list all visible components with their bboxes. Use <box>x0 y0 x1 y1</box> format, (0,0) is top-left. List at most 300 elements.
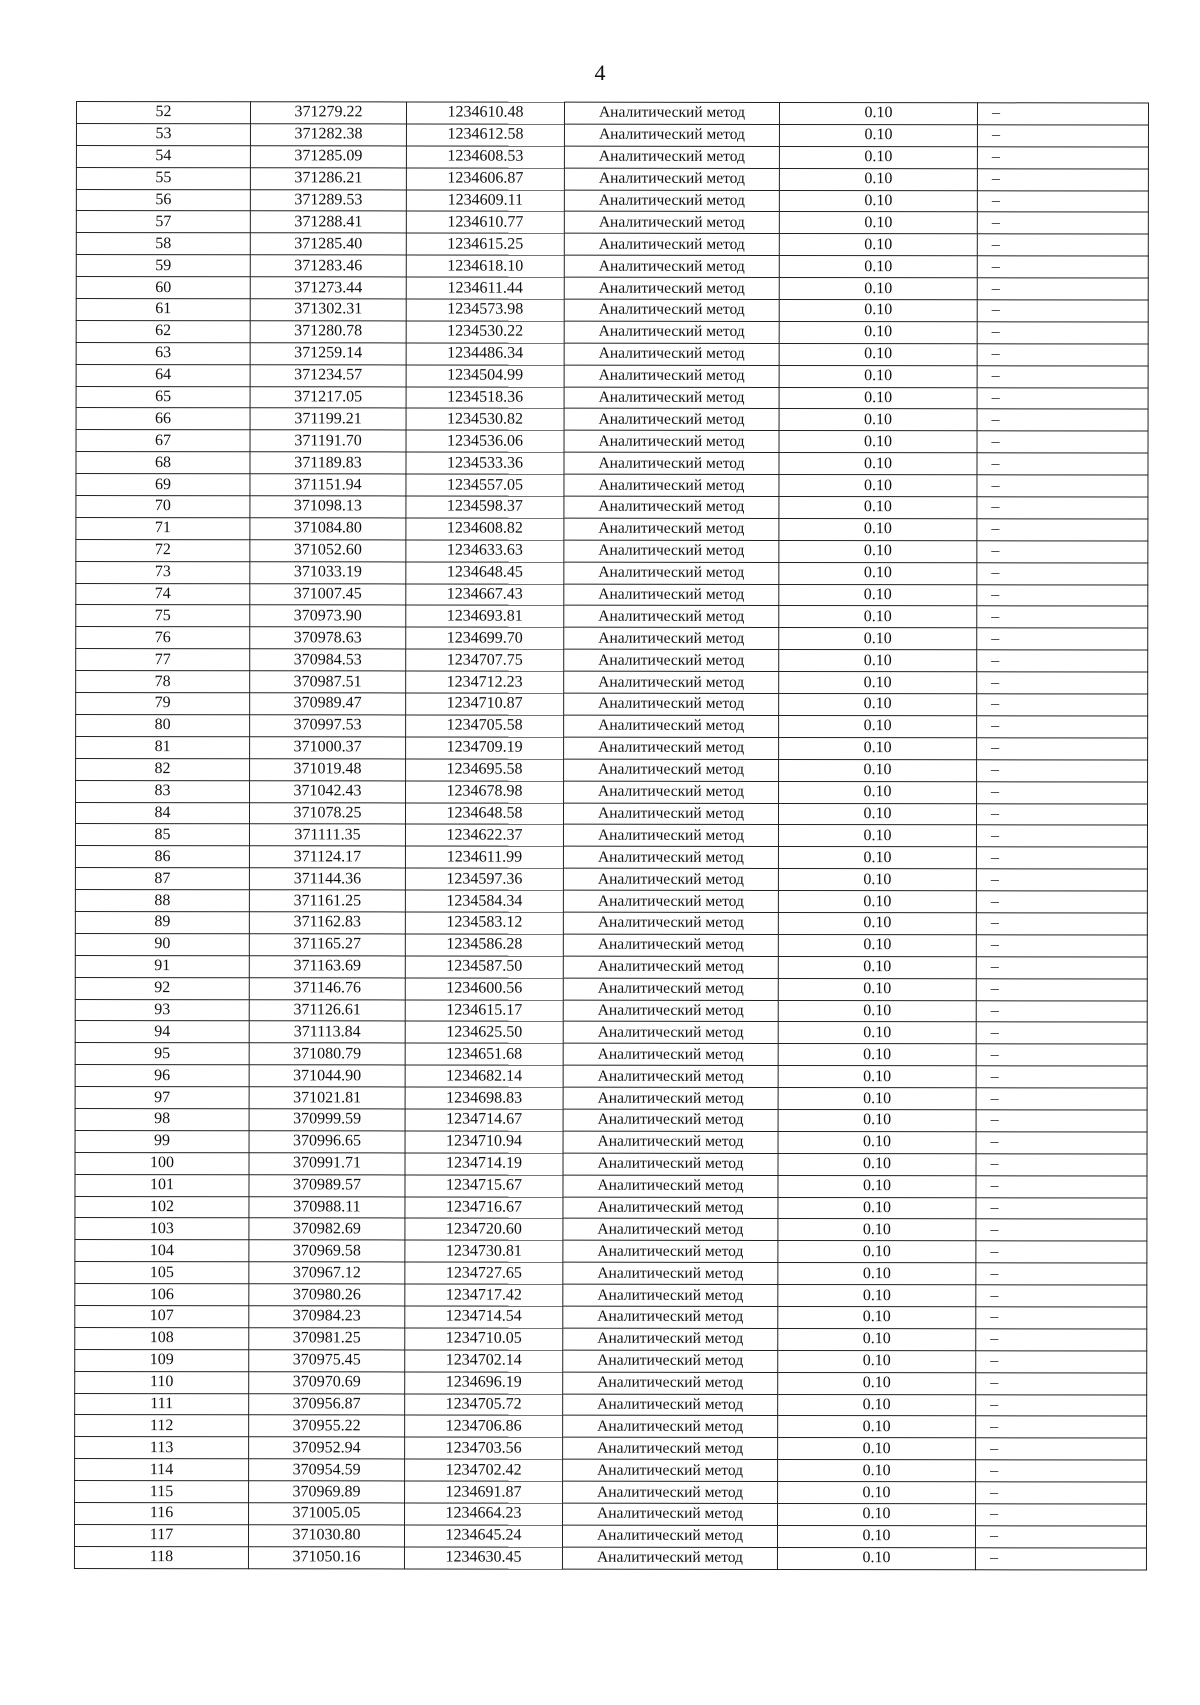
method-cell: Аналитический метод <box>564 387 779 409</box>
method-cell: Аналитический метод <box>563 1000 778 1022</box>
point-number-cell: 107 <box>75 1305 249 1327</box>
y-coordinate-cell: 1234706.86 <box>405 1415 563 1437</box>
x-coordinate-cell: 371289.53 <box>250 189 406 211</box>
point-number-cell: 58 <box>76 233 250 255</box>
accuracy-cell: 0.10 <box>778 1328 976 1350</box>
point-number-cell: 110 <box>75 1371 249 1393</box>
method-cell: Аналитический метод <box>564 190 779 212</box>
table-row <box>75 1108 1147 1131</box>
method-cell: Аналитический метод <box>564 693 779 715</box>
method-cell: Аналитический метод <box>563 1065 778 1087</box>
point-number-cell: 73 <box>76 561 250 583</box>
accuracy-cell: 0.10 <box>779 694 977 716</box>
x-coordinate-cell: 371217.05 <box>250 386 406 408</box>
accuracy-cell: 0.10 <box>777 1525 975 1547</box>
note-cell: – <box>976 1351 1147 1373</box>
point-number-cell: 94 <box>75 1021 249 1043</box>
x-coordinate-cell: 371279.22 <box>250 102 406 124</box>
x-coordinate-cell: 370981.25 <box>249 1328 405 1350</box>
table-row <box>76 583 1148 606</box>
point-number-cell: 115 <box>75 1481 249 1503</box>
point-number-cell: 96 <box>75 1065 249 1087</box>
accuracy-cell: 0.10 <box>779 299 977 321</box>
point-number-cell: 68 <box>76 452 250 474</box>
table-row <box>76 233 1148 256</box>
note-cell: – <box>977 650 1148 672</box>
accuracy-cell: 0.10 <box>779 781 977 803</box>
point-number-cell: 113 <box>75 1437 249 1459</box>
y-coordinate-cell: 1234664.23 <box>405 1503 563 1525</box>
accuracy-cell: 0.10 <box>778 825 976 847</box>
note-cell: – <box>976 1241 1147 1263</box>
method-cell: Аналитический метод <box>563 1394 778 1416</box>
method-cell: Аналитический метод <box>564 255 779 277</box>
accuracy-cell: 0.10 <box>778 1503 976 1525</box>
accuracy-cell: 0.10 <box>778 803 976 825</box>
y-coordinate-cell: 1234536.06 <box>406 430 564 452</box>
point-number-cell: 87 <box>75 868 249 890</box>
point-number-cell: 65 <box>76 386 250 408</box>
note-cell: – <box>977 694 1148 716</box>
note-cell: – <box>977 190 1148 212</box>
note-cell: – <box>976 1394 1147 1416</box>
table-row <box>76 299 1148 322</box>
table-row <box>76 102 1148 125</box>
x-coordinate-cell: 370955.22 <box>249 1415 405 1437</box>
method-cell: Аналитический метод <box>563 1350 778 1372</box>
note-cell: – <box>977 606 1148 628</box>
method-cell: Аналитический метод <box>564 496 779 518</box>
point-number-cell: 118 <box>74 1546 248 1568</box>
y-coordinate-cell: 1234633.63 <box>406 540 564 562</box>
method-cell: Аналитический метод <box>562 1547 777 1569</box>
point-number-cell: 117 <box>74 1524 248 1546</box>
x-coordinate-cell: 371030.80 <box>248 1525 404 1547</box>
note-cell: – <box>977 431 1148 453</box>
y-coordinate-cell: 1234598.37 <box>406 496 564 518</box>
method-cell: Аналитический метод <box>563 825 778 847</box>
table-row <box>75 1305 1147 1328</box>
accuracy-cell: 0.10 <box>779 672 977 694</box>
note-cell: – <box>976 1482 1147 1504</box>
accuracy-cell: 0.10 <box>778 1000 976 1022</box>
point-number-cell: 62 <box>76 320 250 342</box>
y-coordinate-cell: 1234645.24 <box>404 1525 562 1547</box>
y-coordinate-cell: 1234715.67 <box>405 1175 563 1197</box>
point-number-cell: 103 <box>75 1218 249 1240</box>
method-cell: Аналитический метод <box>563 1043 778 1065</box>
point-number-cell: 109 <box>75 1349 249 1371</box>
point-number-cell: 83 <box>76 780 250 802</box>
y-coordinate-cell: 1234698.83 <box>405 1087 563 1109</box>
table-row <box>76 780 1148 803</box>
accuracy-cell: 0.10 <box>779 540 977 562</box>
method-cell: Аналитический метод <box>563 1197 778 1219</box>
x-coordinate-cell: 370970.69 <box>249 1371 405 1393</box>
page-number: 4 <box>594 60 606 85</box>
method-cell: Аналитический метод <box>563 1503 778 1525</box>
y-coordinate-cell: 1234710.87 <box>406 693 564 715</box>
y-coordinate-cell: 1234648.58 <box>405 802 563 824</box>
method-cell: Аналитический метод <box>564 737 779 759</box>
x-coordinate-cell: 371098.13 <box>250 496 406 518</box>
accuracy-cell: 0.10 <box>779 584 977 606</box>
y-coordinate-cell: 1234610.77 <box>406 211 564 233</box>
y-coordinate-cell: 1234651.68 <box>405 1043 563 1065</box>
accuracy-cell: 0.10 <box>779 453 977 475</box>
accuracy-cell: 0.10 <box>779 606 977 628</box>
note-cell: – <box>977 300 1148 322</box>
x-coordinate-cell: 370954.59 <box>249 1459 405 1481</box>
y-coordinate-cell: 1234710.94 <box>405 1131 563 1153</box>
x-coordinate-cell: 371044.90 <box>249 1065 405 1087</box>
accuracy-cell: 0.10 <box>779 146 977 168</box>
point-number-cell: 76 <box>76 627 250 649</box>
x-coordinate-cell: 371084.80 <box>250 518 406 540</box>
x-coordinate-cell: 370967.12 <box>249 1262 405 1284</box>
y-coordinate-cell: 1234612.58 <box>406 124 564 146</box>
x-coordinate-cell: 371234.57 <box>250 364 406 386</box>
table-row <box>75 999 1147 1022</box>
note-cell: – <box>977 365 1148 387</box>
accuracy-cell: 0.10 <box>779 497 977 519</box>
point-number-cell: 78 <box>76 671 250 693</box>
point-number-cell: 75 <box>76 605 250 627</box>
note-cell: – <box>976 978 1147 1000</box>
y-coordinate-cell: 1234608.82 <box>406 518 564 540</box>
table-row <box>75 1262 1147 1285</box>
method-cell: Аналитический метод <box>563 934 778 956</box>
method-cell: Аналитический метод <box>564 365 779 387</box>
method-cell: Аналитический метод <box>564 584 779 606</box>
table-row <box>75 890 1147 913</box>
x-coordinate-cell: 370999.59 <box>249 1109 405 1131</box>
method-cell: Аналитический метод <box>564 102 779 124</box>
table-row <box>76 758 1148 781</box>
accuracy-cell: 0.10 <box>779 102 977 124</box>
note-cell: – <box>977 256 1148 278</box>
note-cell: – <box>976 1263 1147 1285</box>
method-cell: Аналитический метод <box>564 409 779 431</box>
method-cell: Аналитический метод <box>563 1481 778 1503</box>
accuracy-cell: 0.10 <box>779 387 977 409</box>
note-cell: – <box>977 103 1148 125</box>
note-cell: – <box>977 409 1148 431</box>
y-coordinate-cell: 1234622.37 <box>405 824 563 846</box>
x-coordinate-cell: 371019.48 <box>250 758 406 780</box>
method-cell: Аналитический метод <box>563 846 778 868</box>
accuracy-cell: 0.10 <box>779 409 977 431</box>
method-cell: Аналитический метод <box>564 562 779 584</box>
point-number-cell: 91 <box>75 955 249 977</box>
accuracy-cell: 0.10 <box>778 1394 976 1416</box>
note-cell: – <box>977 147 1148 169</box>
table-row <box>76 452 1148 475</box>
table-row <box>76 561 1148 584</box>
x-coordinate-cell: 370956.87 <box>249 1393 405 1415</box>
note-cell: – <box>977 234 1148 256</box>
note-cell: – <box>976 1329 1147 1351</box>
note-cell: – <box>977 562 1148 584</box>
note-cell: – <box>975 1526 1146 1548</box>
y-coordinate-cell: 1234709.19 <box>406 737 564 759</box>
method-cell: Аналитический метод <box>564 781 779 803</box>
x-coordinate-cell: 371144.36 <box>249 868 405 890</box>
table-row <box>75 802 1147 825</box>
note-cell: – <box>977 278 1148 300</box>
y-coordinate-cell: 1234615.17 <box>405 999 563 1021</box>
point-number-cell: 70 <box>76 496 250 518</box>
point-number-cell: 69 <box>76 474 250 496</box>
table-row <box>76 189 1148 212</box>
accuracy-cell: 0.10 <box>779 562 977 584</box>
table-row <box>76 517 1148 540</box>
accuracy-cell: 0.10 <box>779 278 977 300</box>
table-row <box>76 320 1148 343</box>
method-cell: Аналитический метод <box>563 1219 778 1241</box>
y-coordinate-cell: 1234730.81 <box>405 1240 563 1262</box>
y-coordinate-cell: 1234716.67 <box>405 1196 563 1218</box>
x-coordinate-cell: 371126.61 <box>249 999 405 1021</box>
y-coordinate-cell: 1234615.25 <box>406 233 564 255</box>
accuracy-cell: 0.10 <box>778 1263 976 1285</box>
method-cell: Аналитический метод <box>563 1438 778 1460</box>
coordinates-table <box>74 101 1149 1570</box>
point-number-cell: 114 <box>75 1459 249 1481</box>
x-coordinate-cell: 371050.16 <box>248 1547 404 1569</box>
point-number-cell: 79 <box>76 693 250 715</box>
point-number-cell: 111 <box>75 1393 249 1415</box>
method-cell: Аналитический метод <box>563 803 778 825</box>
table-row <box>75 846 1147 869</box>
y-coordinate-cell: 1234714.67 <box>405 1109 563 1131</box>
accuracy-cell: 0.10 <box>779 475 977 497</box>
point-number-cell: 95 <box>75 1043 249 1065</box>
accuracy-cell: 0.10 <box>778 1153 976 1175</box>
method-cell: Аналитический метод <box>564 606 779 628</box>
method-cell: Аналитический метод <box>563 1022 778 1044</box>
method-cell: Аналитический метод <box>564 168 779 190</box>
x-coordinate-cell: 370973.90 <box>250 605 406 627</box>
note-cell: – <box>976 1044 1147 1066</box>
accuracy-cell: 0.10 <box>779 759 977 781</box>
x-coordinate-cell: 371000.37 <box>250 737 406 759</box>
x-coordinate-cell: 371007.45 <box>250 583 406 605</box>
note-cell: – <box>976 913 1147 935</box>
x-coordinate-cell: 370975.45 <box>249 1350 405 1372</box>
accuracy-cell: 0.10 <box>778 934 976 956</box>
accuracy-cell: 0.10 <box>778 1088 976 1110</box>
table-row <box>76 671 1148 694</box>
note-cell: – <box>977 541 1148 563</box>
method-cell: Аналитический метод <box>564 431 779 453</box>
point-number-cell: 105 <box>75 1262 249 1284</box>
point-number-cell: 66 <box>76 408 250 430</box>
note-cell: – <box>977 584 1148 606</box>
x-coordinate-cell: 370997.53 <box>250 715 406 737</box>
x-coordinate-cell: 371286.21 <box>250 167 406 189</box>
point-number-cell: 106 <box>75 1284 249 1306</box>
y-coordinate-cell: 1234682.14 <box>405 1065 563 1087</box>
point-number-cell: 108 <box>75 1327 249 1349</box>
x-coordinate-cell: 371283.46 <box>250 255 406 277</box>
method-cell: Аналитический метод <box>564 649 779 671</box>
table-row <box>75 1065 1147 1088</box>
accuracy-cell: 0.10 <box>779 650 977 672</box>
accuracy-cell: 0.10 <box>779 518 977 540</box>
y-coordinate-cell: 1234705.58 <box>406 715 564 737</box>
point-number-cell: 102 <box>75 1196 249 1218</box>
point-number-cell: 101 <box>75 1174 249 1196</box>
table-row <box>75 1284 1147 1307</box>
table-row <box>76 496 1148 519</box>
table-row <box>75 1043 1147 1066</box>
point-number-cell: 61 <box>76 299 250 321</box>
y-coordinate-cell: 1234705.72 <box>405 1394 563 1416</box>
table-row <box>75 1087 1147 1110</box>
point-number-cell: 57 <box>76 211 250 233</box>
note-cell: – <box>975 1548 1146 1570</box>
note-cell: – <box>976 1460 1147 1482</box>
x-coordinate-cell: 370989.47 <box>250 693 406 715</box>
table-row <box>75 911 1147 934</box>
y-coordinate-cell: 1234714.19 <box>405 1153 563 1175</box>
note-cell: – <box>976 1022 1147 1044</box>
accuracy-cell: 0.10 <box>777 1547 975 1569</box>
y-coordinate-cell: 1234727.65 <box>405 1262 563 1284</box>
point-number-cell: 64 <box>76 364 250 386</box>
method-cell: Аналитический метод <box>563 1459 778 1481</box>
point-number-cell: 93 <box>75 999 249 1021</box>
point-number-cell: 59 <box>76 255 250 277</box>
y-coordinate-cell: 1234573.98 <box>406 299 564 321</box>
note-cell: – <box>976 1000 1147 1022</box>
method-cell: Аналитический метод <box>563 1306 778 1328</box>
x-coordinate-cell: 371259.14 <box>250 343 406 365</box>
method-cell: Аналитический метод <box>564 474 779 496</box>
point-number-cell: 116 <box>75 1502 249 1524</box>
y-coordinate-cell: 1234702.14 <box>405 1350 563 1372</box>
note-cell: – <box>977 497 1148 519</box>
point-number-cell: 90 <box>75 933 249 955</box>
x-coordinate-cell: 371165.27 <box>249 934 405 956</box>
y-coordinate-cell: 1234717.42 <box>405 1284 563 1306</box>
x-coordinate-cell: 371005.05 <box>249 1503 405 1525</box>
y-coordinate-cell: 1234648.45 <box>406 562 564 584</box>
y-coordinate-cell: 1234606.87 <box>406 168 564 190</box>
x-coordinate-cell: 370969.58 <box>249 1240 405 1262</box>
y-coordinate-cell: 1234678.98 <box>406 781 564 803</box>
accuracy-cell: 0.10 <box>779 628 977 650</box>
table-row <box>75 1481 1147 1504</box>
method-cell: Аналитический метод <box>563 1372 778 1394</box>
note-cell: – <box>977 168 1148 190</box>
table-row <box>76 211 1148 234</box>
note-cell: – <box>976 1175 1147 1197</box>
y-coordinate-cell: 1234710.05 <box>405 1328 563 1350</box>
note-cell: – <box>977 672 1148 694</box>
table-row <box>74 1524 1146 1547</box>
method-cell: Аналитический метод <box>564 671 779 693</box>
note-cell: – <box>976 1372 1147 1394</box>
method-cell: Аналитический метод <box>563 1240 778 1262</box>
method-cell: Аналитический метод <box>563 1087 778 1109</box>
y-coordinate-cell: 1234707.75 <box>406 649 564 671</box>
x-coordinate-cell: 371080.79 <box>249 1043 405 1065</box>
note-cell: – <box>977 716 1148 738</box>
note-cell: – <box>977 322 1148 344</box>
point-number-cell: 54 <box>76 145 250 167</box>
accuracy-cell: 0.10 <box>778 1066 976 1088</box>
accuracy-cell: 0.10 <box>779 365 977 387</box>
y-coordinate-cell: 1234667.43 <box>406 584 564 606</box>
y-coordinate-cell: 1234518.36 <box>406 387 564 409</box>
method-cell: Аналитический метод <box>562 1525 777 1547</box>
accuracy-cell: 0.10 <box>779 168 977 190</box>
accuracy-cell: 0.10 <box>778 1460 976 1482</box>
table-row <box>75 1021 1147 1044</box>
note-cell: – <box>976 847 1147 869</box>
point-number-cell: 81 <box>76 736 250 758</box>
y-coordinate-cell: 1234504.99 <box>406 365 564 387</box>
table-row <box>76 714 1148 737</box>
note-cell: – <box>977 628 1148 650</box>
x-coordinate-cell: 371189.83 <box>250 452 406 474</box>
accuracy-cell: 0.10 <box>779 212 977 234</box>
method-cell: Аналитический метод <box>564 299 779 321</box>
method-cell: Аналитический метод <box>564 124 779 146</box>
x-coordinate-cell: 370952.94 <box>249 1437 405 1459</box>
method-cell: Аналитический метод <box>564 759 779 781</box>
accuracy-cell: 0.10 <box>778 956 976 978</box>
note-cell: – <box>976 1197 1147 1219</box>
method-cell: Аналитический метод <box>564 234 779 256</box>
point-number-cell: 97 <box>75 1087 249 1109</box>
table-row <box>76 167 1148 190</box>
y-coordinate-cell: 1234586.28 <box>405 934 563 956</box>
note-cell: – <box>977 453 1148 475</box>
y-coordinate-cell: 1234702.42 <box>405 1459 563 1481</box>
x-coordinate-cell: 371124.17 <box>249 846 405 868</box>
x-coordinate-cell: 371021.81 <box>249 1087 405 1109</box>
point-number-cell: 82 <box>76 758 250 780</box>
x-coordinate-cell: 371042.43 <box>250 780 406 802</box>
x-coordinate-cell: 371288.41 <box>250 211 406 233</box>
point-number-cell: 55 <box>76 167 250 189</box>
table-row <box>76 693 1148 716</box>
y-coordinate-cell: 1234557.05 <box>406 474 564 496</box>
y-coordinate-cell: 1234584.34 <box>405 890 563 912</box>
y-coordinate-cell: 1234625.50 <box>405 1021 563 1043</box>
accuracy-cell: 0.10 <box>778 869 976 891</box>
y-coordinate-cell: 1234611.44 <box>406 277 564 299</box>
table-row <box>76 342 1148 365</box>
note-cell: – <box>976 1110 1147 1132</box>
table-row <box>76 539 1148 562</box>
x-coordinate-cell: 371273.44 <box>250 277 406 299</box>
x-coordinate-cell: 371052.60 <box>250 540 406 562</box>
note-cell: – <box>976 803 1147 825</box>
table-row <box>76 277 1148 300</box>
method-cell: Аналитический метод <box>564 321 779 343</box>
point-number-cell: 100 <box>75 1152 249 1174</box>
note-cell: – <box>977 344 1148 366</box>
table-row <box>75 1371 1147 1394</box>
table-row <box>75 1415 1147 1438</box>
note-cell: – <box>976 869 1147 891</box>
note-cell: – <box>976 1307 1147 1329</box>
method-cell: Аналитический метод <box>563 868 778 890</box>
